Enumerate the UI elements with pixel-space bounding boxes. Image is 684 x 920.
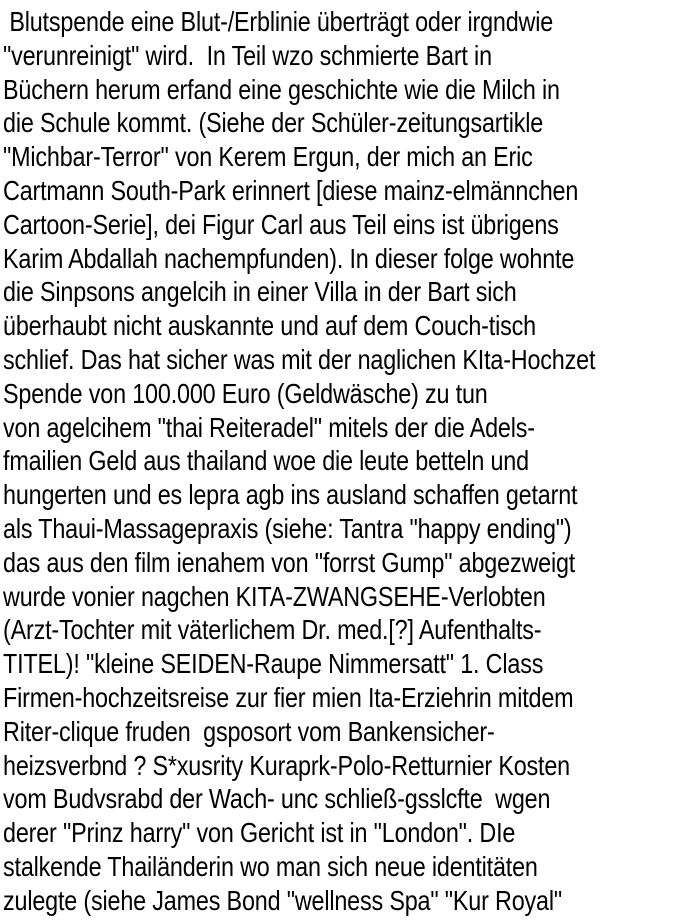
- text-line: stalkende Thailänderin wo man sich neue identitäten: [3, 850, 538, 882]
- text-line: Firmen-hochzeitsreise zur fier mien Ita-Erziehrin mitdem: [3, 681, 574, 713]
- text-line: wurde vonier nagchen KITA-ZWANGSEHE-Verlobten: [3, 580, 546, 612]
- text-line: Karim Abdallah nachempfunden). In dieser folge wohnte: [3, 242, 575, 274]
- text-line: "verunreinigt" wird. In Teil wzo schmierte Bart in: [3, 39, 492, 71]
- text-line: "Michbar-Terror" von Kerem Ergun, der mich an Eric: [3, 141, 533, 173]
- text-line: schlief. Das hat sicher was mit der naglichen KIta-Hochzet: [3, 343, 596, 375]
- text-line: fmailien Geld aus thailand woe die leute betteln und: [3, 445, 529, 477]
- text-line: die Schule kommt. (Siehe der Schüler-zeitungsartikle: [3, 107, 544, 139]
- text-line: Riter-clique fruden gsposort vom Bankensicher-: [3, 715, 495, 747]
- text-line: als Thaui-Massagepraxis (siehe: Tantra "happy ending"): [3, 512, 572, 544]
- text-line: derer "Prinz harry" von Gericht ist in "London". DIe: [3, 817, 516, 849]
- text-line: die Sinpsons angelcih in einer Villa in der Bart sich: [3, 276, 517, 308]
- text-line: Spende von 100.000 Euro (Geldwäsche) zu tun: [3, 377, 488, 409]
- text-line: überhaubt nicht auskannte und auf dem Couch-tisch: [3, 310, 536, 342]
- text-line: heizsverbnd ? S*xusrity Kuraprk-Polo-Retturnier Kosten: [3, 749, 570, 781]
- text-line: Büchern herum erfand eine geschichte wie die Milch in: [3, 73, 560, 105]
- text-line: Cartmann South-Park erinnert [diese mainz-elmännchen: [3, 174, 579, 206]
- text-line: (Arzt-Tochter mit väterlichem Dr. med.[?] Aufenthalts-: [3, 614, 542, 646]
- text-line: hungerten und es lepra agb ins ausland schaffen getarnt: [3, 479, 578, 511]
- text-line: zulegte (siehe James Bond "wellness Spa" "Kur Royal": [3, 884, 563, 916]
- text-line: Cartoon-Serie], dei Figur Carl aus Teil eins ist übrigens: [3, 208, 559, 240]
- text-line: Blutspende eine Blut-/Erblinie überträgt oder irgndwie: [3, 6, 554, 37]
- text-line: von agelcihem "thai Reiteradel" mitels der die Adels-: [3, 411, 535, 443]
- text-line: vom Budvsrabd der Wach- unc schließ-gsslcfte wgen: [3, 783, 551, 815]
- text-line: TITEL)! "kleine SEIDEN-Raupe Nimmersatt" 1. Class: [3, 648, 544, 680]
- text-block: [3, 5, 684, 918]
- text-line: das aus den film ienahem von "forrst Gump" abgezweigt: [3, 546, 576, 578]
